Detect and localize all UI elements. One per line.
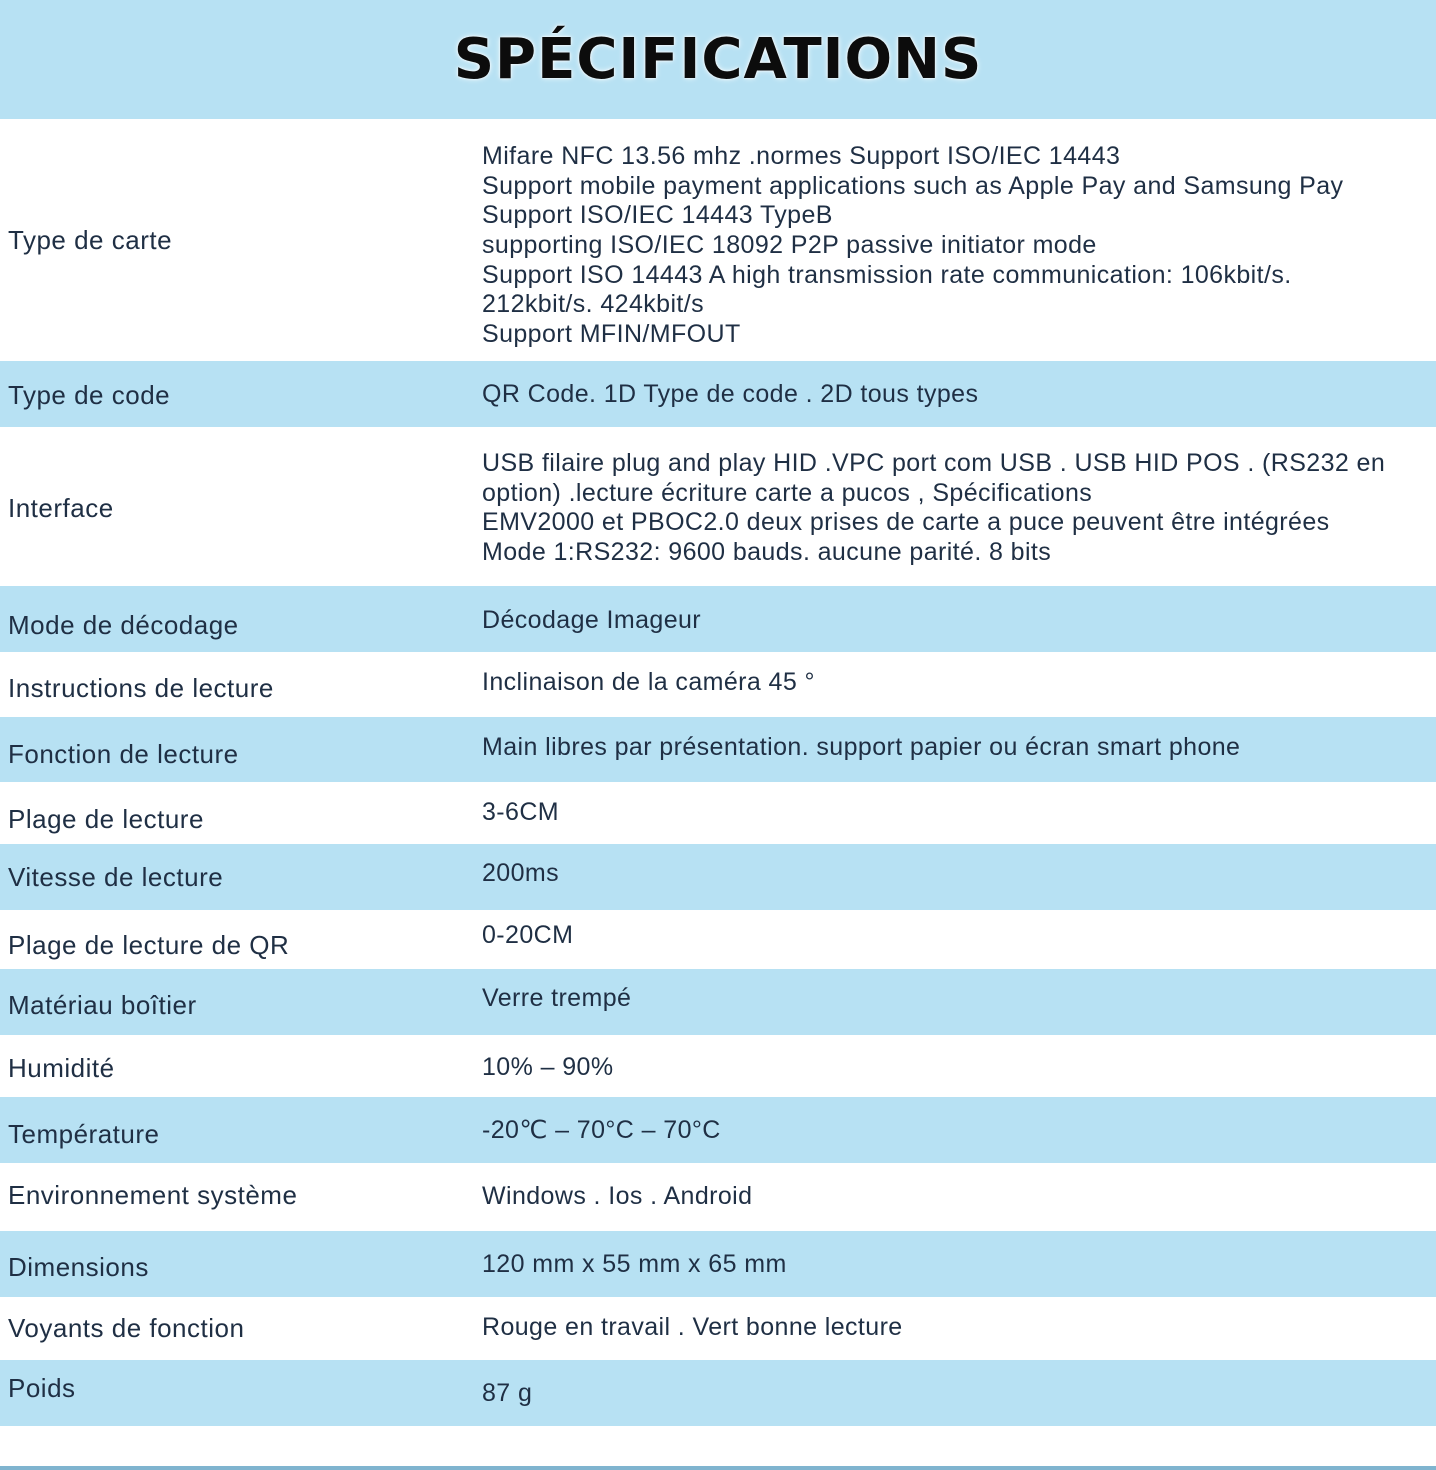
spec-row-instructions-de-lecture: [0, 652, 1436, 717]
spec-value-line: Mifare NFC 13.56 mhz .normes Support ISO/IEC 14443: [482, 142, 1121, 170]
spec-value-line: Mode 1:RS232: 9600 bauds. aucune parité. 8 bits: [482, 538, 1052, 567]
spec-label: Dimensions: [8, 1252, 149, 1282]
spec-label: Matériau boîtier: [8, 990, 197, 1020]
spec-value: -20℃ – 70°C – 70°C: [482, 1116, 721, 1144]
spec-row-humidite: [0, 1035, 1436, 1097]
spec-value-line: USB filaire plug and play HID .VPC port com USB . USB HID POS . (RS232 en: [482, 449, 1386, 477]
spec-row-dimensions: [0, 1231, 1436, 1297]
spec-row-mode-de-decodage: [0, 586, 1436, 652]
spec-value-line: Support ISO/IEC 14443 TypeB: [482, 201, 833, 230]
spec-value: Windows . Ios . Android: [482, 1182, 753, 1210]
spec-row-environnement-systeme: [0, 1163, 1436, 1231]
bottom-divider: [0, 1466, 1436, 1470]
spec-value: 3-6CM: [482, 798, 560, 826]
spec-label: Voyants de fonction: [8, 1313, 245, 1343]
spec-label: Humidité: [8, 1053, 115, 1083]
spec-value: Rouge en travail . Vert bonne lecture: [482, 1313, 903, 1341]
spec-value: 10% – 90%: [482, 1053, 614, 1081]
spec-value-line: 212kbit/s. 424kbit/s: [482, 290, 705, 319]
spec-value: 120 mm x 55 mm x 65 mm: [482, 1250, 787, 1278]
spec-label: Type de code: [8, 380, 171, 410]
spec-value: QR Code. 1D Type de code . 2D tous types: [482, 380, 979, 408]
spec-row-type-de-code: [0, 361, 1436, 427]
spec-value: Décodage Imageur: [482, 606, 702, 634]
spec-value: [482, 142, 1343, 350]
spec-value: 200ms: [482, 859, 560, 887]
spec-value-line: Support mobile payment applications such as Apple Pay and Samsung Pay: [482, 171, 1344, 200]
spec-row-materiau-boitier: [0, 969, 1436, 1035]
spec-header: [0, 0, 1436, 119]
spec-value-line: supporting ISO/IEC 18092 P2P passive initiator mode: [482, 231, 1097, 260]
spec-value: Inclinaison de la caméra 45 °: [482, 668, 815, 696]
spec-label: Vitesse de lecture: [8, 862, 224, 892]
spec-row-type-de-carte: [0, 119, 1436, 361]
spec-value-line: Support MFIN/MFOUT: [482, 320, 741, 349]
spec-value: Main libres par présentation. support papier ou écran smart phone: [482, 733, 1241, 761]
spec-label: Plage de lecture: [8, 804, 204, 834]
spec-row-poids: [0, 1360, 1436, 1426]
spec-label: Poids: [8, 1373, 76, 1403]
spec-value: [482, 449, 1385, 568]
page-title: SPÉCIFICATIONS: [453, 27, 983, 92]
spec-label: Type de carte: [8, 225, 173, 255]
spec-row-voyants-de-fonction: [0, 1297, 1436, 1360]
spec-value: 0-20CM: [482, 921, 574, 949]
spec-value: Verre trempé: [482, 984, 632, 1012]
spec-label: Mode de décodage: [8, 610, 239, 640]
spec-label: Plage de lecture de QR: [8, 930, 290, 960]
spec-value-line: EMV2000 et PBOC2.0 deux prises de carte a puce peuvent être intégrées: [482, 508, 1330, 537]
spec-label: Température: [8, 1119, 160, 1149]
spec-label: Environnement système: [8, 1180, 298, 1210]
spec-row-temperature: [0, 1097, 1436, 1163]
spec-label: Interface: [8, 493, 114, 523]
spec-row-fonction-de-lecture: [0, 717, 1436, 782]
spec-row-interface: [0, 427, 1436, 586]
spec-label: Instructions de lecture: [8, 673, 274, 703]
spec-row-vitesse-de-lecture: [0, 844, 1436, 910]
spec-row-plage-de-lecture: [0, 782, 1436, 844]
spec-label: Fonction de lecture: [8, 739, 239, 769]
spec-row-plage-de-lecture-qr: [0, 910, 1436, 969]
spec-value-line: Support ISO 14443 A high transmission rate communication: 106kbit/s.: [482, 260, 1292, 289]
spec-value-line: option) .lecture écriture carte a pucos , Spécifications: [482, 478, 1093, 507]
spec-value: 87 g: [482, 1379, 533, 1407]
